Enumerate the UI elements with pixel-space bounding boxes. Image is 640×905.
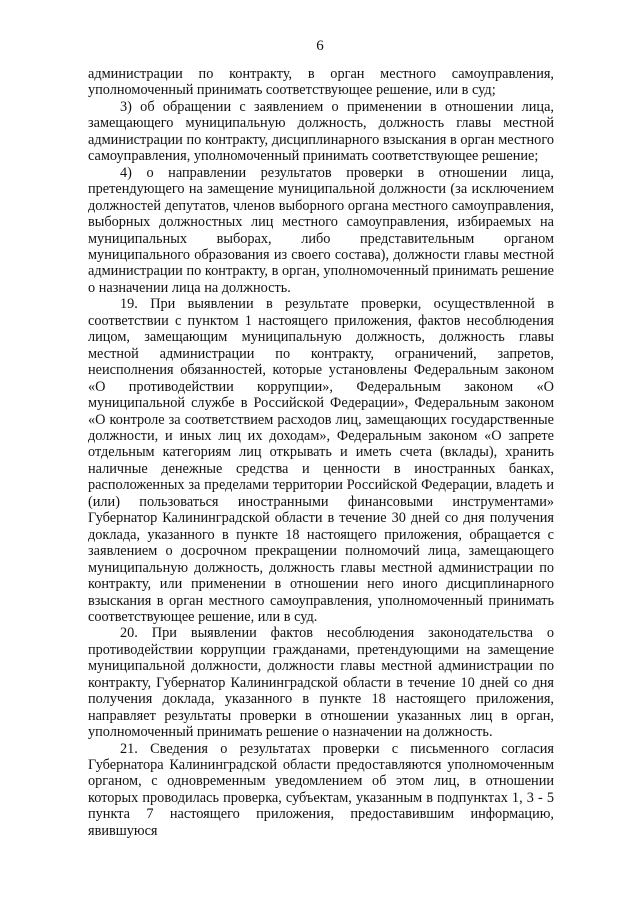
paragraph-19: 19. При выявлении в результате проверки, осуществленной в соответствии с пунктом 1 настоящего приложения, фактов несоблюдения лицом, замещающим муниципальную должность, должность главы местной администрации по контракту, ограничений, запретов, неисполнения обязанностей, которые установлены Федеральным законом «О противодействии коррупции», Федеральным законом «О муниципальной службе в Российской Федерации», Федеральным законом «О контроле за соответствием расходов лиц, замещающих государственные должности, и иных лиц их доходам», Федеральным законом «О запрете отдельным категориям лиц открывать и иметь счета (вклады), хранить наличные денежные средства и ценности в иностранных банках, расположенных за пределами территории Российской Федерации, владеть и (или) пользоваться иностранными финансовыми инструментами» Губернатор Калининградской области в течение 30 дней со дня получения доклада, указанного в пункте 18 настоящего приложения, обращается с заявлением о досрочном прекращении полномочий лица, замещающего муниципальную должность, должность главы местной администрации по контракту, или применении в отношении него иного дисциплинарного взыскания в орган местного самоуправления, уполномоченный принимать соответствующее решение, или в суд.	[88, 296, 554, 625]
paragraph-item-3: 3) об обращении с заявлением о применении в отношении лица, замещающего муниципальную должность, должность главы местной администрации по контракту, дисциплинарного взыскания в орган местного самоуправления, уполномоченный принимать соответствующее решение;	[88, 98, 554, 165]
paragraph-item-4: 4) о направлении результатов проверки в отношении лица, претендующего на замещение муниципальной должности (за исключением должностей депутатов, членов выборного органа местного самоуправления, выборных должностных лиц местного самоуправления, избираемых на муниципальных выборах, либо представительным органом муниципального образования из своего состава), должности главы местной администрации по контракту, в орган, уполномоченный принимать решение о назначении лица на должность.	[88, 164, 554, 296]
paragraph-continuation: администрации по контракту, в орган местного самоуправления, уполномоченный принимать соответствующее решение, или в суд;	[88, 66, 554, 99]
document-body	[88, 66, 554, 839]
page-number: 6	[316, 38, 324, 54]
paragraph-20: 20. При выявлении фактов несоблюдения законодательства о противодействии коррупции гражданами, претендующими на замещение муниципальной должности, должности главы местной администрации по контракту, Губернатор Калининградской области в течение 10 дней со дня получения доклада, указанного в пункте 18 настоящего приложения, направляет результаты проверки в отношении указанных лиц в орган, уполномоченный принимать решение о назначении на должность.	[88, 625, 554, 741]
paragraph-21: 21. Сведения о результатах проверки с письменного согласия Губернатора Калининградской области предоставляются уполномоченным органом, с одновременным уведомлением об этом лиц, в отношении которых проводилась проверка, субъектам, указанным в подпунктах 1, 3 - 5 пункта 7 настоящего приложения, предоставившим информацию, явившуюся	[88, 740, 554, 839]
